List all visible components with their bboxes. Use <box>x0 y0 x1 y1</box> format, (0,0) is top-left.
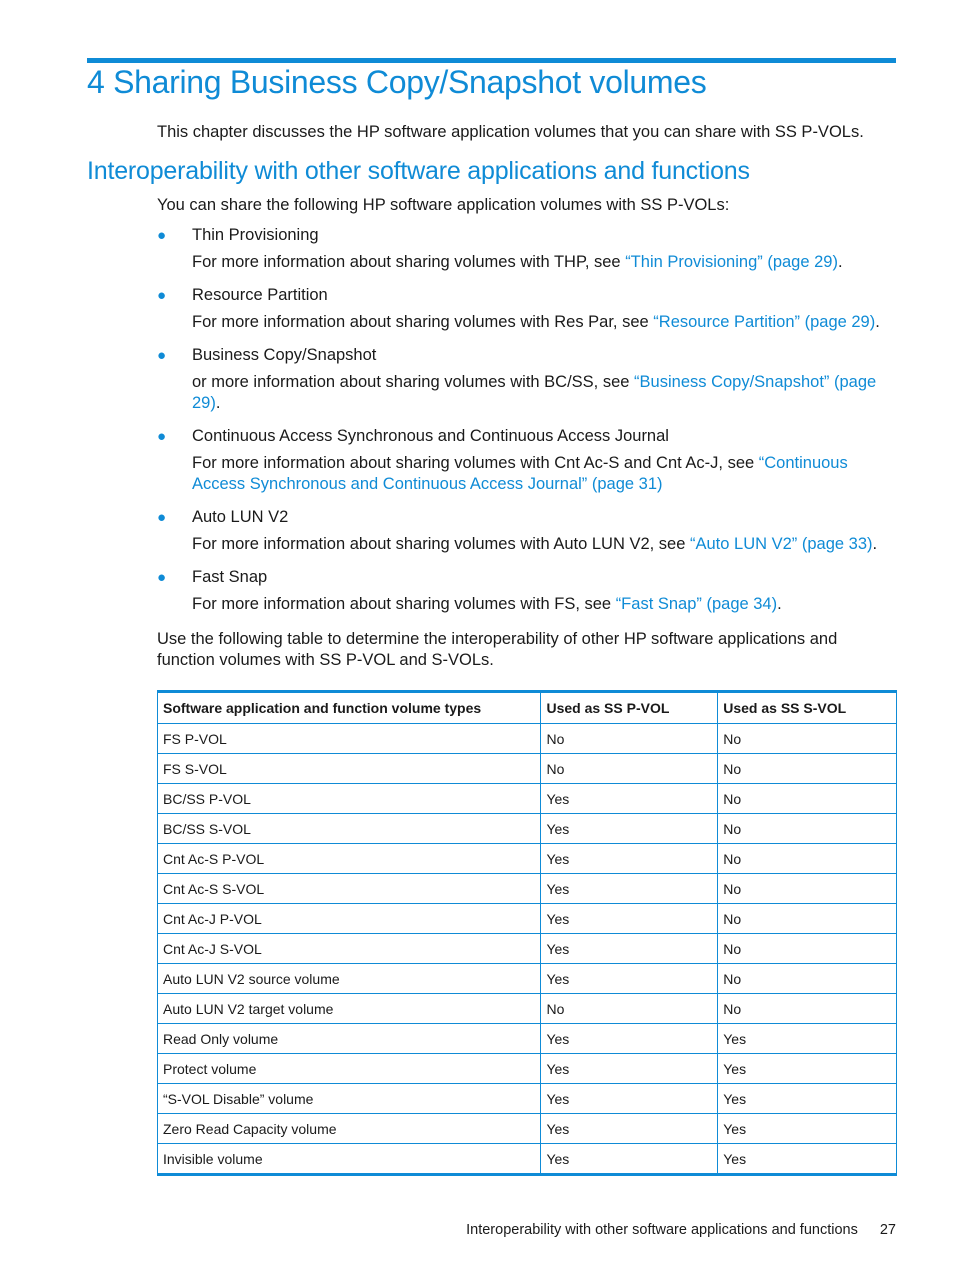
description-text: For more information about sharing volumes with Res Par, see <box>192 313 654 331</box>
section-lead: You can share the following HP software application volumes with SS P-VOLs: <box>157 196 730 214</box>
table-cell: Cnt Ac-J P-VOL <box>158 904 541 934</box>
list-item-title: Business Copy/Snapshot <box>192 346 377 364</box>
application-list <box>157 225 902 627</box>
section-title: Interoperability with other software applications and functions <box>87 157 750 185</box>
description-end: . <box>875 313 880 331</box>
list-item <box>157 345 902 414</box>
cross-reference-link[interactable]: “Resource Partition” (page 29) <box>653 313 876 331</box>
table-cell: Read Only volume <box>158 1024 541 1054</box>
interoperability-table <box>157 690 897 1176</box>
list-item <box>157 567 902 615</box>
table-cell: No <box>541 754 718 784</box>
table-row <box>158 784 897 814</box>
list-item-description <box>192 372 902 414</box>
table-cell: BC/SS S-VOL <box>158 814 541 844</box>
table-row <box>158 1024 897 1054</box>
column-header: Used as SS P-VOL <box>541 692 718 724</box>
table-cell: Yes <box>718 1114 897 1144</box>
table-row <box>158 724 897 754</box>
table-cell: Yes <box>541 874 718 904</box>
list-item-description <box>192 594 902 615</box>
bullet-icon: ● <box>157 227 167 244</box>
table-row <box>158 1144 897 1175</box>
list-item-description <box>192 453 902 495</box>
footer-title: Interoperability with other software applications and functions <box>466 1222 858 1238</box>
page-number: 27 <box>879 1222 896 1238</box>
list-item <box>157 225 902 273</box>
list-item <box>157 426 902 495</box>
table-row <box>158 844 897 874</box>
table-cell: Yes <box>541 1024 718 1054</box>
table-cell: Zero Read Capacity volume <box>158 1114 541 1144</box>
list-item <box>157 285 902 333</box>
table-cell: Yes <box>541 1084 718 1114</box>
table-cell: FS S-VOL <box>158 754 541 784</box>
table-row <box>158 1054 897 1084</box>
table-cell: Yes <box>718 1054 897 1084</box>
cross-reference-link[interactable]: “Thin Provisioning” (page 29) <box>625 253 838 271</box>
list-item-title: Resource Partition <box>192 286 328 304</box>
table-intro: Use the following table to determine the interoperability of other HP software applications and function volumes with SS P-VOL and S-VOLs. <box>157 630 838 669</box>
table-cell: Yes <box>541 1054 718 1084</box>
table-cell: No <box>718 874 897 904</box>
table-cell: No <box>718 814 897 844</box>
list-item-description <box>192 252 902 273</box>
table-cell: Yes <box>541 814 718 844</box>
table-cell: Invisible volume <box>158 1144 541 1175</box>
description-text: or more information about sharing volumes with BC/SS, see <box>192 373 635 391</box>
list-item-description <box>192 312 902 333</box>
table-header-row <box>158 692 897 724</box>
cross-reference-link[interactable]: “Continuous Access Synchronous and Continuous Access Journal” (page 31) <box>192 454 848 493</box>
description-text: For more information about sharing volumes with FS, see <box>192 595 616 613</box>
description-text: For more information about sharing volumes with Cnt Ac-S and Cnt Ac-J, see <box>192 454 759 472</box>
list-item-title: Auto LUN V2 <box>192 508 289 526</box>
table-row <box>158 994 897 1024</box>
description-end: . <box>215 394 221 412</box>
table-cell: Yes <box>541 904 718 934</box>
table-cell: No <box>718 754 897 784</box>
chapter-intro: This chapter discusses the HP software application volumes that you can share with SS P-VOLs. <box>157 123 864 141</box>
bullet-icon: ● <box>157 287 167 304</box>
bullet-icon: ● <box>157 347 167 364</box>
table-cell: No <box>718 994 897 1024</box>
table-cell: Cnt Ac-S P-VOL <box>158 844 541 874</box>
description-end: . <box>872 535 878 553</box>
table-cell: No <box>718 844 897 874</box>
table-row <box>158 1084 897 1114</box>
table-cell: No <box>718 904 897 934</box>
table-row <box>158 754 897 784</box>
table-cell: Yes <box>541 1144 718 1175</box>
table-row <box>158 904 897 934</box>
table-cell: Auto LUN V2 source volume <box>158 964 541 994</box>
table-row <box>158 874 897 904</box>
table-row <box>158 934 897 964</box>
chapter-title: 4 Sharing Business Copy/Snapshot volumes <box>87 64 707 100</box>
table-cell: FS P-VOL <box>158 724 541 754</box>
table-cell: Yes <box>541 934 718 964</box>
table-cell: Yes <box>718 1024 897 1054</box>
page-footer <box>466 1222 896 1238</box>
list-item-title: Thin Provisioning <box>192 226 319 244</box>
table-cell: Yes <box>718 1084 897 1114</box>
cross-reference-link[interactable]: “Business Copy/Snapshot” (page 29) <box>192 373 877 412</box>
column-header: Used as SS S-VOL <box>718 692 897 724</box>
description-end: . <box>837 253 843 271</box>
table-cell: No <box>541 724 718 754</box>
list-item-title: Continuous Access Synchronous and Continuous Access Journal <box>192 427 669 445</box>
table-cell: “S-VOL Disable” volume <box>158 1084 541 1114</box>
table-cell: Cnt Ac-J S-VOL <box>158 934 541 964</box>
description-end: . <box>777 595 782 613</box>
table-cell: Yes <box>541 1114 718 1144</box>
table-row <box>158 1114 897 1144</box>
table-cell: No <box>718 964 897 994</box>
table-cell: No <box>541 994 718 1024</box>
list-item-description <box>192 534 902 555</box>
table-cell: Yes <box>541 844 718 874</box>
table-cell: No <box>718 934 897 964</box>
table-cell: No <box>718 724 897 754</box>
table-cell: Yes <box>541 964 718 994</box>
cross-reference-link[interactable]: “Fast Snap” (page 34) <box>615 595 778 613</box>
table-cell: Auto LUN V2 target volume <box>158 994 541 1024</box>
table-cell: Yes <box>718 1144 897 1175</box>
table-row <box>158 964 897 994</box>
bullet-icon: ● <box>157 509 167 526</box>
table-cell: Yes <box>541 784 718 814</box>
description-text: For more information about sharing volumes with Auto LUN V2, see <box>192 535 690 553</box>
table-cell: Cnt Ac-S S-VOL <box>158 874 541 904</box>
bullet-icon: ● <box>157 428 167 445</box>
list-item <box>157 507 902 555</box>
list-item-title: Fast Snap <box>192 568 268 586</box>
description-text: For more information about sharing volumes with THP, see <box>192 253 626 271</box>
cross-reference-link[interactable]: “Auto LUN V2” (page 33) <box>690 535 873 553</box>
table-cell: Protect volume <box>158 1054 541 1084</box>
chapter-rule <box>87 58 896 63</box>
table-row <box>158 814 897 844</box>
bullet-icon: ● <box>157 569 167 586</box>
column-header: Software application and function volume types <box>158 692 541 724</box>
table-cell: BC/SS P-VOL <box>158 784 541 814</box>
table-cell: No <box>718 784 897 814</box>
